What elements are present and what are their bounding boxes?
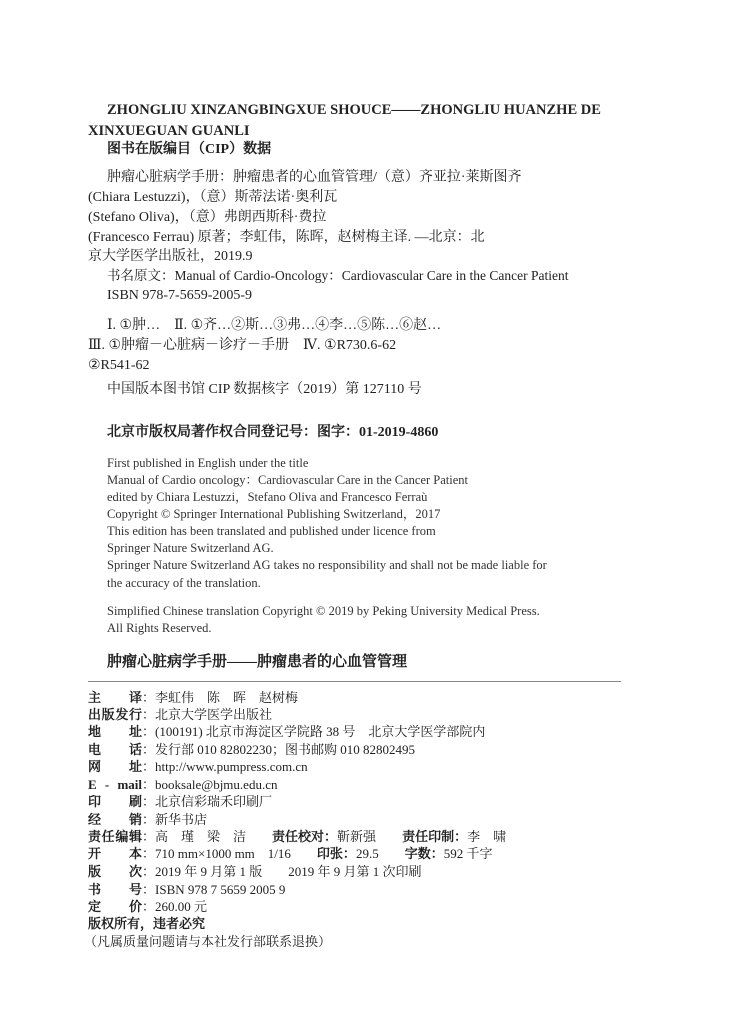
colophon-format: 开本：710 mm×1000 mm 1/16 印张：29.5 字数：592 千字 [88,846,493,861]
label: 书号 [88,882,142,897]
chinese-copyright-line: Simplified Chinese translation Copyright © 2019 by Peking University Medical Press. [107,604,540,618]
cip-line: 中国版本图书馆 CIP 数据核字（2019）第 127110 号 [107,382,422,397]
label: E - mail [88,777,142,792]
label: 主译 [88,690,142,705]
label: 版次 [88,864,142,879]
divider [88,681,621,682]
label: 经销 [88,812,142,827]
value: 592 千字 [443,846,493,861]
label: 印张： [316,846,356,861]
chinese-copyright-line: All Rights Reserved. [107,621,212,635]
pinyin-title-line-2: XINXUEGUAN GUANLI [88,123,250,139]
label: 开本 [88,846,142,861]
value: 发行部 010 82802230；图书邮购 010 82802495 [155,742,416,757]
colophon-distributor: 经销：新华书店 [88,812,208,827]
label: 责任校对： [272,829,338,844]
english-notice-line: This edition has been translated and published under licence from [107,524,436,538]
value: 260.00 元 [155,899,208,914]
label: 电话 [88,742,142,757]
value: 2019 年 9 月第 1 版 2019 年 9 月第 1 次印刷 [155,864,422,879]
label: 责任编辑 [88,829,142,844]
label: 定价 [88,899,142,914]
cip-line: 京大学医学出版社，2019.9 [88,249,253,264]
rights-notice: 版权所有，违者必究 [88,916,206,931]
colophon-email: E - mail：booksale@bjmu.edu.cn [88,777,278,792]
cip-line: (Stefano Oliva)，（意）弗朗西斯科·费拉 [88,210,327,225]
cip-line: (Chiara Lestuzzi)，（意）斯蒂法诺·奥利瓦 [88,190,338,205]
label: 字数： [404,846,444,861]
value: 北京大学医学出版社 [155,707,273,722]
cip-line: Ⅰ. ①肿… Ⅱ. ①齐…②斯…③弗…④李…⑤陈…⑥赵… [107,318,442,333]
english-notice-line: Manual of Cardio oncology：Cardiovascular Care in the Cancer Patient [107,473,469,487]
value: 710 mm×1000 mm 1/16 [155,846,291,861]
colophon-printer: 印刷：北京信彩瑞禾印刷厂 [88,794,273,809]
cip-line: 肿瘤心脏病学手册：肿瘤患者的心血管管理/（意）齐亚拉·莱斯图齐 [107,170,522,185]
english-notice-line: Copyright © Springer International Publishing Switzerland，2017 [107,507,441,521]
colophon-price: 定价：260.00 元 [88,899,208,914]
colophon-translators: 主译：李虹伟 陈 晖 赵树梅 [88,690,299,705]
copyright-registration: 北京市版权局著作权合同登记号：图字：01-2019-4860 [107,425,439,440]
value: 29.5 [355,846,379,861]
value: 北京信彩瑞禾印刷厂 [155,794,273,809]
colophon-phone: 电话：发行部 010 82802230；图书邮购 010 82802495 [88,742,416,757]
colophon-isbn: 书号：ISBN 978 7 5659 2005 9 [88,882,286,897]
cip-heading: 图书在版编目（CIP）数据 [107,142,272,157]
label: 网址 [88,759,142,774]
cip-line: 书名原文：Manual of Cardio-Oncology：Cardiovascular Care in the Cancer Patient [107,268,569,283]
book-title: 肿瘤心脏病学手册——肿瘤患者的心血管管理 [107,654,408,670]
value: ISBN 978 7 5659 2005 9 [155,882,286,897]
colophon-website: 网址：http://www.pumpress.com.cn [88,759,308,774]
english-notice-line: Springer Nature Switzerland AG takes no responsibility and shall not be made liable for [107,558,547,572]
english-notice-line: First published in English under the title [107,456,309,470]
value: 高 瑾 梁 洁 [155,829,247,844]
pinyin-title-line-1: ZHONGLIU XINZANGBINGXUE SHOUCE——ZHONGLIU HUANZHE DE [107,102,601,118]
english-notice-line: the accuracy of the translation. [107,576,261,590]
label: 地址 [88,724,142,739]
english-notice-line: Springer Nature Switzerland AG. [107,541,274,555]
cip-line: ISBN 978-7-5659-2005-9 [107,288,253,303]
value: 李虹伟 陈 晖 赵树梅 [155,690,299,705]
value: (100191) 北京市海淀区学院路 38 号 北京大学医学部院内 [155,724,486,739]
label: 责任印制： [402,829,468,844]
colophon-address: 地址：(100191) 北京市海淀区学院路 38 号 北京大学医学部院内 [88,724,486,739]
english-notice-line: edited by Chiara Lestuzzi，Stefano Oliva and Francesco Ferraù [107,490,428,504]
email-link[interactable]: booksale@bjmu.edu.cn [155,777,278,792]
returns-notice: （凡属质量问题请与本社发行部联系退换） [84,934,332,949]
value: 新华书店 [155,812,208,827]
colophon-editors: 责任编辑：高 瑾 梁 洁 责任校对：靳新强 责任印制：李 啸 [88,829,507,844]
website-link[interactable]: http://www.pumpress.com.cn [155,759,308,774]
cip-line: ②R541-62 [88,358,150,373]
label: 出版发行 [88,707,142,722]
colophon-publisher: 出版发行：北京大学医学出版社 [88,707,273,722]
cip-line: (Francesco Ferrau) 原著；李虹伟，陈晖，赵树梅主译. —北京：北 [88,230,485,245]
value: 靳新强 [337,829,377,844]
colophon-edition: 版次：2019 年 9 月第 1 版 2019 年 9 月第 1 次印刷 [88,864,422,879]
cip-line: Ⅲ. ①肿瘤－心脏病－诊疗－手册 Ⅳ. ①R730.6-62 [88,338,397,353]
value: 李 啸 [467,829,507,844]
label: 印刷 [88,794,142,809]
